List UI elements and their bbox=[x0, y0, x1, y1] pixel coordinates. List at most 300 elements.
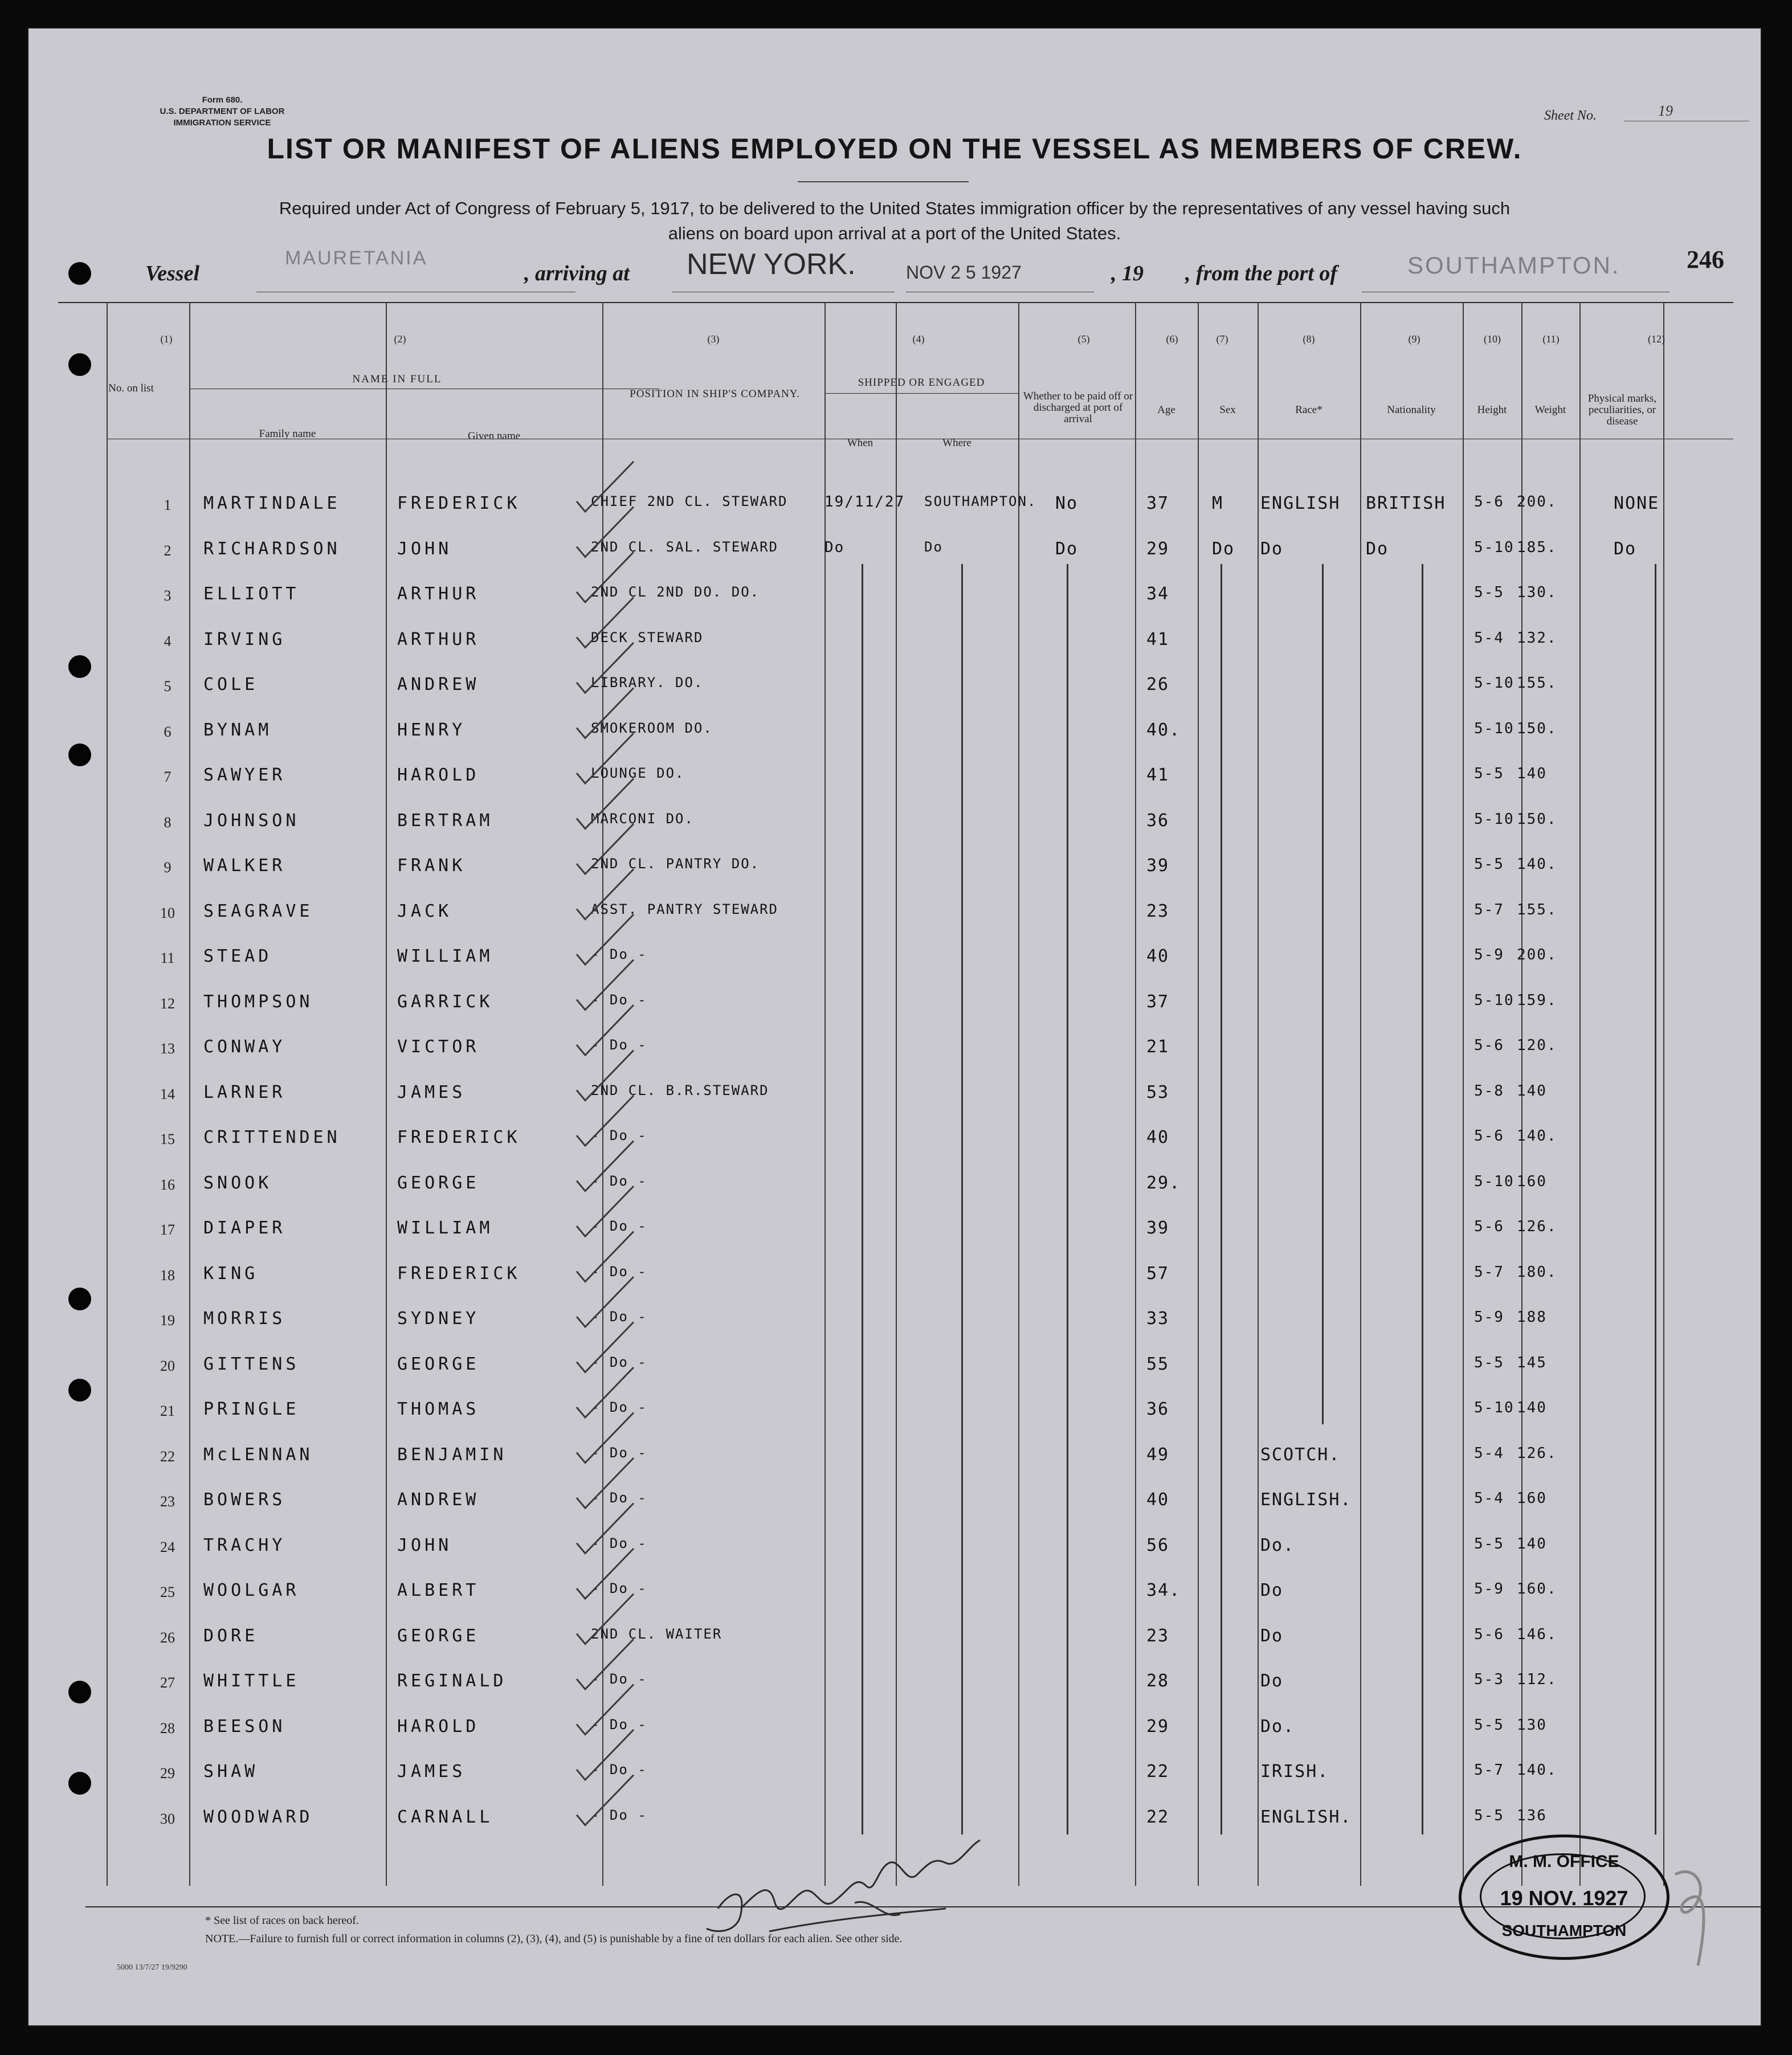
row-number: 2 bbox=[164, 542, 172, 559]
ditto-line bbox=[1422, 564, 1423, 1835]
given-name-cell: ANDREW bbox=[397, 1490, 480, 1510]
given-name-cell: JAMES bbox=[397, 1082, 466, 1102]
race-cell: Do bbox=[1260, 538, 1284, 559]
column-rule bbox=[1360, 302, 1361, 1886]
column-number: (6) bbox=[1166, 333, 1178, 345]
header-physical: Physical marks, peculiarities, or disease bbox=[1587, 393, 1657, 427]
weight-cell: 140. bbox=[1517, 1762, 1557, 1779]
row-number: 18 bbox=[160, 1266, 175, 1284]
position-cell: - Do - bbox=[591, 1399, 647, 1415]
height-cell: 5-7 bbox=[1474, 901, 1504, 918]
weight-cell: 140 bbox=[1517, 1535, 1547, 1553]
port-label: , from the port of bbox=[1185, 262, 1338, 285]
age-cell: 22 bbox=[1146, 1762, 1170, 1782]
given-name-cell: JACK bbox=[397, 901, 452, 921]
position-cell: 2ND CL 2ND DO. DO. bbox=[591, 584, 760, 600]
nationality-cell: Do bbox=[1366, 538, 1389, 559]
ditto-line bbox=[1220, 564, 1222, 1835]
given-name-cell: ANDREW bbox=[397, 675, 480, 694]
height-cell: 5-7 bbox=[1474, 1263, 1504, 1281]
given-name-cell: WILLIAM bbox=[397, 1218, 493, 1238]
column-rule bbox=[1663, 302, 1664, 1886]
height-cell: 5-10 bbox=[1474, 720, 1515, 737]
punch-hole bbox=[68, 1288, 91, 1310]
races-note: * See list of races on back hereof. bbox=[205, 1914, 359, 1927]
position-cell: SMOKEROOM DO. bbox=[591, 720, 713, 736]
race-cell: IRISH. bbox=[1260, 1762, 1329, 1782]
column-number: (1) bbox=[160, 333, 173, 345]
when-cell: 19/11/27 bbox=[824, 493, 905, 510]
given-name-cell: JOHN bbox=[397, 538, 452, 559]
vessel-label: Vessel bbox=[145, 262, 199, 285]
weight-cell: 146. bbox=[1517, 1625, 1557, 1643]
row-number: 25 bbox=[160, 1584, 175, 1600]
weight-cell: 188 bbox=[1517, 1309, 1547, 1326]
row-number: 8 bbox=[164, 814, 172, 831]
column-rule bbox=[1018, 302, 1019, 1886]
family-name-cell: THOMPSON bbox=[203, 991, 313, 1012]
height-cell: 5-5 bbox=[1474, 765, 1504, 782]
row-number: 20 bbox=[160, 1357, 175, 1374]
position-cell: MARCONI DO. bbox=[591, 810, 694, 827]
age-cell: 36 bbox=[1146, 1399, 1170, 1419]
weight-cell: 185. bbox=[1517, 538, 1557, 556]
physical-cell: NONE bbox=[1614, 493, 1660, 513]
stamp-office: M. M. OFFICE bbox=[1509, 1852, 1619, 1871]
weight-cell: 159. bbox=[1517, 991, 1557, 1009]
position-cell: ASST. PANTRY STEWARD bbox=[591, 901, 778, 917]
row-number: 3 bbox=[164, 587, 172, 604]
row-number: 9 bbox=[164, 859, 172, 876]
position-cell: - Do - bbox=[591, 1218, 647, 1234]
family-name-cell: LARNER bbox=[203, 1082, 286, 1102]
column-rule bbox=[896, 302, 897, 1886]
row-number: 19 bbox=[160, 1312, 175, 1329]
sheet-number: 19 bbox=[1658, 103, 1673, 119]
manifest-page bbox=[27, 27, 1762, 2027]
age-cell: 21 bbox=[1146, 1037, 1170, 1057]
age-cell: 57 bbox=[1146, 1263, 1170, 1284]
weight-cell: 155. bbox=[1517, 901, 1557, 918]
column-number: (10) bbox=[1484, 333, 1501, 345]
nationality-cell: BRITISH bbox=[1366, 493, 1446, 513]
weight-cell: 160 bbox=[1517, 1172, 1547, 1190]
column-number: (9) bbox=[1408, 333, 1420, 345]
given-name-cell: GARRICK bbox=[397, 991, 493, 1012]
print-code: 5000 13/7/27 19/9290 bbox=[117, 1963, 187, 1972]
height-cell: 5-9 bbox=[1474, 1309, 1504, 1326]
row-number: 7 bbox=[164, 769, 172, 785]
family-name-cell: WOOLGAR bbox=[203, 1580, 300, 1600]
given-name-cell: FREDERICK bbox=[397, 1127, 521, 1147]
family-name-cell: COLE bbox=[203, 675, 259, 694]
arrival-date: NOV 2 5 1927 bbox=[906, 262, 1022, 283]
form-subtitle-1: Required under Act of Congress of February 5, 1917, to be delivered to the United States immigration officer by the representatives of any vessel having such bbox=[279, 198, 1511, 218]
weight-cell: 126. bbox=[1517, 1218, 1557, 1235]
form-title: LIST OR MANIFEST OF ALIENS EMPLOYED ON THE VESSEL AS MEMBERS OF CREW. bbox=[267, 133, 1522, 165]
arriving-label: , arriving at bbox=[524, 262, 630, 285]
header-nationality: Nationality bbox=[1387, 404, 1436, 416]
given-name-cell: REGINALD bbox=[397, 1671, 507, 1691]
family-name-cell: SAWYER bbox=[203, 765, 286, 785]
column-number: (2) bbox=[394, 333, 406, 345]
position-cell: 2ND CL. B.R.STEWARD bbox=[591, 1082, 769, 1098]
height-cell: 5-10 bbox=[1474, 1399, 1515, 1416]
signature-mark bbox=[684, 1823, 1003, 1948]
position-cell: 2ND CL. PANTRY DO. bbox=[591, 856, 760, 872]
age-cell: 40 bbox=[1146, 1127, 1170, 1147]
position-cell: 2ND CL. SAL. STEWARD bbox=[591, 538, 778, 555]
given-name-cell: HAROLD bbox=[397, 765, 480, 785]
position-cell: - Do - bbox=[591, 1762, 647, 1778]
age-cell: 29 bbox=[1146, 1716, 1170, 1737]
age-cell: 39 bbox=[1146, 1218, 1170, 1238]
position-cell: - Do - bbox=[591, 1535, 647, 1551]
position-cell: LOUNGE DO. bbox=[591, 765, 685, 781]
given-name-cell: HENRY bbox=[397, 720, 466, 740]
height-cell: 5-9 bbox=[1474, 1580, 1504, 1598]
age-cell: 55 bbox=[1146, 1354, 1170, 1374]
weight-cell: 180. bbox=[1517, 1263, 1557, 1281]
weight-cell: 136 bbox=[1517, 1807, 1547, 1824]
row-number: 6 bbox=[164, 723, 172, 740]
position-cell: - Do - bbox=[591, 1807, 647, 1823]
arrival-port: NEW YORK. bbox=[687, 248, 856, 281]
age-cell: 36 bbox=[1146, 810, 1170, 831]
age-cell: 56 bbox=[1146, 1535, 1170, 1555]
age-cell: 23 bbox=[1146, 1625, 1170, 1646]
weight-cell: 140 bbox=[1517, 1082, 1547, 1100]
race-cell: ENGLISH. bbox=[1260, 1807, 1352, 1827]
position-cell: - Do - bbox=[591, 1172, 647, 1189]
row-number: 14 bbox=[160, 1085, 175, 1102]
margin-mark bbox=[1658, 1852, 1726, 1977]
family-name-cell: JOHNSON bbox=[203, 810, 300, 831]
column-rule bbox=[107, 302, 108, 1886]
header-name-in-full: NAME IN FULL bbox=[352, 373, 442, 385]
given-name-cell: HAROLD bbox=[397, 1716, 480, 1737]
given-name-cell: SYDNEY bbox=[397, 1309, 480, 1329]
given-name-cell: GEORGE bbox=[397, 1172, 480, 1193]
position-cell: - Do - bbox=[591, 1263, 647, 1280]
age-cell: 22 bbox=[1146, 1807, 1170, 1827]
race-cell: SCOTCH. bbox=[1260, 1444, 1341, 1465]
position-cell: - Do - bbox=[591, 946, 647, 962]
stamp-port: SOUTHAMPTON bbox=[1501, 1922, 1627, 1939]
given-name-cell: JOHN bbox=[397, 1535, 452, 1555]
position-cell: CHIEF 2ND CL. STEWARD bbox=[591, 493, 788, 509]
header-family-name: Family name bbox=[259, 428, 316, 440]
header-race: Race* bbox=[1295, 404, 1322, 416]
row-number: 30 bbox=[160, 1810, 175, 1827]
weight-cell: 155. bbox=[1517, 675, 1557, 692]
column-rule bbox=[1579, 302, 1581, 1886]
height-cell: 5-6 bbox=[1474, 1127, 1504, 1145]
family-name-cell: BOWERS bbox=[203, 1490, 286, 1510]
paid-off-cell: No bbox=[1055, 493, 1079, 513]
family-name-cell: CONWAY bbox=[203, 1037, 286, 1057]
position-cell: - Do - bbox=[591, 1444, 647, 1461]
height-cell: 5-5 bbox=[1474, 584, 1504, 601]
page-number: 246 bbox=[1687, 246, 1724, 273]
race-cell: Do bbox=[1260, 1625, 1284, 1646]
where-cell: Do bbox=[924, 538, 943, 555]
position-cell: - Do - bbox=[591, 1309, 647, 1325]
height-cell: 5-6 bbox=[1474, 493, 1504, 510]
service-label: IMMIGRATION SERVICE bbox=[173, 118, 271, 128]
row-number: 15 bbox=[160, 1131, 175, 1147]
punch-hole bbox=[68, 655, 91, 678]
sex-cell: Do bbox=[1212, 538, 1235, 559]
age-cell: 40 bbox=[1146, 946, 1170, 966]
age-cell: 33 bbox=[1146, 1309, 1170, 1329]
family-name-cell: PRINGLE bbox=[203, 1399, 300, 1419]
weight-cell: 150. bbox=[1517, 810, 1557, 828]
age-cell: 39 bbox=[1146, 856, 1170, 876]
when-cell: Do bbox=[824, 538, 845, 556]
row-number: 21 bbox=[160, 1403, 175, 1419]
row-number: 10 bbox=[160, 904, 175, 921]
position-cell: - Do - bbox=[591, 1580, 647, 1596]
row-number: 23 bbox=[160, 1493, 175, 1510]
given-name-cell: BENJAMIN bbox=[397, 1444, 507, 1465]
height-cell: 5-9 bbox=[1474, 946, 1504, 963]
ditto-line bbox=[1655, 564, 1656, 1835]
row-number: 12 bbox=[160, 995, 175, 1012]
weight-cell: 150. bbox=[1517, 720, 1557, 737]
column-rule bbox=[1198, 302, 1199, 1886]
age-cell: 49 bbox=[1146, 1444, 1170, 1465]
column-number: (8) bbox=[1303, 333, 1315, 345]
family-name-cell: GITTENS bbox=[203, 1354, 300, 1374]
weight-cell: 140. bbox=[1517, 1127, 1557, 1145]
weight-cell: 200. bbox=[1517, 946, 1557, 963]
shipped-subheader-rule bbox=[824, 393, 1018, 394]
column-rule bbox=[386, 302, 387, 1886]
height-cell: 5-10 bbox=[1474, 810, 1515, 828]
age-cell: 41 bbox=[1146, 629, 1170, 649]
height-cell: 5-7 bbox=[1474, 1762, 1504, 1779]
given-name-cell: THOMAS bbox=[397, 1399, 480, 1419]
header-shipped: SHIPPED OR ENGAGED bbox=[858, 377, 985, 389]
header-position: POSITION IN SHIP'S COMPANY. bbox=[630, 388, 800, 400]
paid-off-cell: Do bbox=[1055, 538, 1079, 559]
given-name-cell: GEORGE bbox=[397, 1354, 480, 1374]
row-number: 16 bbox=[160, 1176, 175, 1193]
header-age: Age bbox=[1157, 404, 1175, 416]
weight-cell: 160 bbox=[1517, 1490, 1547, 1507]
given-name-cell: ARTHUR bbox=[397, 584, 480, 604]
age-cell: 26 bbox=[1146, 675, 1170, 694]
vessel-name: MAURETANIA bbox=[285, 247, 428, 269]
punch-hole bbox=[68, 743, 91, 766]
height-cell: 5-6 bbox=[1474, 1218, 1504, 1235]
ditto-line bbox=[961, 564, 963, 1835]
family-name-cell: DIAPER bbox=[203, 1218, 286, 1238]
physical-cell: Do bbox=[1614, 538, 1637, 559]
age-cell: 41 bbox=[1146, 765, 1170, 785]
row-number: 24 bbox=[160, 1538, 175, 1555]
punch-hole bbox=[68, 262, 91, 285]
age-cell: 34. bbox=[1146, 1580, 1181, 1600]
given-name-cell: ALBERT bbox=[397, 1580, 480, 1600]
height-cell: 5-10 bbox=[1474, 1172, 1515, 1190]
check-marks bbox=[571, 427, 685, 1852]
position-cell: - Do - bbox=[591, 1037, 647, 1053]
age-cell: 37 bbox=[1146, 493, 1170, 513]
race-cell: Do. bbox=[1260, 1535, 1295, 1555]
family-name-cell: TRACHY bbox=[203, 1535, 286, 1555]
fine-note: NOTE.—Failure to furnish full or correct information in columns (2), (3), (4), and (5) is punishable by a fine of ten dollars for each alien. See other side. bbox=[205, 1933, 903, 1945]
family-name-cell: IRVING bbox=[203, 629, 286, 649]
position-cell: - Do - bbox=[591, 1671, 647, 1687]
height-cell: 5-10 bbox=[1474, 675, 1515, 692]
given-name-cell: VICTOR bbox=[397, 1037, 480, 1057]
given-name-cell: BERTRAM bbox=[397, 810, 493, 831]
age-cell: 53 bbox=[1146, 1082, 1170, 1102]
family-name-cell: SNOOK bbox=[203, 1172, 272, 1193]
header-paid-off: Whether to be paid off or discharged at port of arrival bbox=[1023, 390, 1133, 425]
position-cell: - Do - bbox=[591, 1127, 647, 1143]
position-cell: - Do - bbox=[591, 1490, 647, 1506]
position-cell: DECK STEWARD bbox=[591, 629, 704, 645]
header-weight: Weight bbox=[1534, 404, 1566, 416]
row-number: 4 bbox=[164, 632, 172, 649]
column-number: (7) bbox=[1216, 333, 1228, 345]
column-rule bbox=[1135, 302, 1136, 1886]
height-cell: 5-5 bbox=[1474, 1535, 1504, 1553]
family-name-cell: ELLIOTT bbox=[203, 584, 300, 604]
given-name-cell: GEORGE bbox=[397, 1625, 480, 1646]
given-name-cell: WILLIAM bbox=[397, 946, 493, 966]
weight-cell: 130. bbox=[1517, 584, 1557, 601]
position-cell: LIBRARY. DO. bbox=[591, 675, 704, 691]
weight-cell: 200. bbox=[1517, 493, 1557, 510]
header-sex: Sex bbox=[1219, 404, 1236, 416]
header-when: When bbox=[847, 437, 873, 449]
family-name-cell: WALKER bbox=[203, 856, 286, 876]
age-cell: 37 bbox=[1146, 991, 1170, 1012]
age-cell: 28 bbox=[1146, 1671, 1170, 1691]
where-cell: SOUTHAMPTON. bbox=[924, 493, 1037, 509]
title-rule bbox=[798, 181, 969, 182]
position-cell: - Do - bbox=[591, 1354, 647, 1370]
family-name-cell: SEAGRAVE bbox=[203, 901, 313, 921]
family-name-cell: CRITTENDEN bbox=[203, 1127, 341, 1147]
height-cell: 5-3 bbox=[1474, 1671, 1504, 1688]
family-name-cell: SHAW bbox=[203, 1762, 259, 1782]
header-given-name: Given name bbox=[467, 430, 521, 442]
column-number: (11) bbox=[1542, 333, 1560, 345]
age-cell: 29. bbox=[1146, 1172, 1181, 1193]
age-cell: 34 bbox=[1146, 584, 1170, 604]
age-cell: 29 bbox=[1146, 538, 1170, 559]
given-name-cell: FREDERICK bbox=[397, 1263, 521, 1284]
family-name-cell: STEAD bbox=[203, 946, 272, 966]
position-cell: - Do - bbox=[591, 1716, 647, 1733]
family-name-cell: WOODWARD bbox=[203, 1807, 313, 1827]
weight-cell: 140 bbox=[1517, 765, 1547, 782]
punch-hole bbox=[68, 1379, 91, 1402]
family-name-cell: BYNAM bbox=[203, 720, 272, 740]
age-cell: 23 bbox=[1146, 901, 1170, 921]
weight-cell: 130 bbox=[1517, 1716, 1547, 1734]
weight-cell: 112. bbox=[1517, 1671, 1557, 1688]
weight-cell: 120. bbox=[1517, 1037, 1557, 1054]
height-cell: 5-6 bbox=[1474, 1037, 1504, 1054]
height-cell: 5-4 bbox=[1474, 629, 1504, 647]
column-rule bbox=[189, 302, 190, 1886]
header-where: Where bbox=[942, 437, 971, 449]
ditto-line bbox=[862, 564, 863, 1835]
stamp-date: 19 NOV. 1927 bbox=[1500, 1886, 1628, 1910]
row-number: 5 bbox=[164, 678, 172, 694]
age-cell: 40 bbox=[1146, 1490, 1170, 1510]
family-name-cell: McLENNAN bbox=[203, 1444, 313, 1465]
punch-hole bbox=[68, 1681, 91, 1703]
race-cell: ENGLISH bbox=[1260, 493, 1341, 513]
race-cell: ENGLISH. bbox=[1260, 1490, 1352, 1510]
family-name-cell: KING bbox=[203, 1263, 259, 1284]
form-number: Form 680. bbox=[202, 95, 243, 105]
row-number: 17 bbox=[160, 1221, 175, 1238]
height-cell: 5-6 bbox=[1474, 1625, 1504, 1643]
given-name-cell: CARNALL bbox=[397, 1807, 493, 1827]
weight-cell: 145 bbox=[1517, 1354, 1547, 1371]
family-name-cell: MARTINDALE bbox=[203, 493, 341, 513]
height-cell: 5-5 bbox=[1474, 1807, 1504, 1824]
column-number: (5) bbox=[1077, 333, 1090, 345]
given-name-cell: FREDERICK bbox=[397, 493, 521, 513]
year-label: , 19 bbox=[1111, 262, 1144, 285]
office-stamp bbox=[1459, 1835, 1669, 1960]
row-number: 13 bbox=[160, 1040, 175, 1057]
given-name-cell: FRANK bbox=[397, 856, 466, 876]
row-number: 28 bbox=[160, 1719, 175, 1737]
column-number: (4) bbox=[912, 333, 925, 345]
department-label: U.S. DEPARTMENT OF LABOR bbox=[160, 107, 285, 116]
position-cell: 2ND CL. WAITER bbox=[591, 1625, 722, 1642]
row-number: 29 bbox=[160, 1765, 175, 1782]
column-number: (3) bbox=[707, 333, 720, 345]
header-no-on-list: No. on list bbox=[108, 382, 154, 394]
family-name-cell: BEESON bbox=[203, 1716, 286, 1737]
sex-cell: M bbox=[1212, 493, 1224, 513]
family-name-cell: DORE bbox=[203, 1625, 259, 1646]
column-rule bbox=[1463, 302, 1464, 1886]
height-cell: 5-8 bbox=[1474, 1082, 1504, 1100]
height-cell: 5-5 bbox=[1474, 1354, 1504, 1371]
height-cell: 5-5 bbox=[1474, 856, 1504, 873]
column-rule bbox=[1258, 302, 1259, 1886]
height-cell: 5-5 bbox=[1474, 1716, 1504, 1734]
weight-cell: 140 bbox=[1517, 1399, 1547, 1416]
sheet-label: Sheet No. bbox=[1544, 108, 1597, 123]
column-number: (12) bbox=[1648, 333, 1665, 345]
departure-port: SOUTHAMPTON. bbox=[1407, 252, 1620, 279]
form-subtitle-2: aliens on board upon arrival at a port of the United States. bbox=[668, 223, 1121, 243]
given-name-cell: ARTHUR bbox=[397, 629, 480, 649]
race-cell: Do. bbox=[1260, 1716, 1295, 1737]
race-cell: Do bbox=[1260, 1580, 1284, 1600]
weight-cell: 160. bbox=[1517, 1580, 1557, 1598]
family-name-cell: MORRIS bbox=[203, 1309, 286, 1329]
row-number: 26 bbox=[160, 1629, 175, 1646]
ditto-line bbox=[1067, 564, 1068, 1835]
weight-cell: 140. bbox=[1517, 856, 1557, 873]
punch-hole bbox=[68, 1772, 91, 1795]
race-cell: Do bbox=[1260, 1671, 1284, 1691]
